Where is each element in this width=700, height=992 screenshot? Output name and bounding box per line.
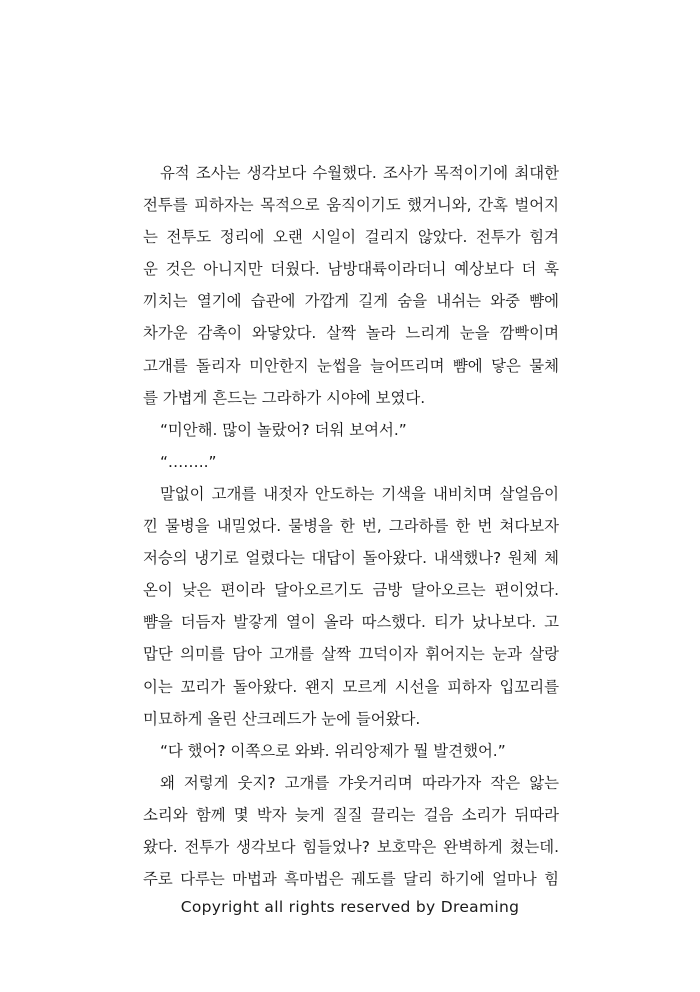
text-line: 를 가볍게 흔드는 그라하가 시야에 보였다. [143,388,426,407]
text-line: 유적 조사는 생각보다 수월했다. 조사가 목적이기에 최대한 [159,164,559,182]
text-line: 왜 저렇게 웃지? 고개를 갸웃거리며 따라가자 작은 앓는 [159,773,559,792]
dialogue-line: “다 했어? 이쪽으로 와봐. 위리앙제가 뭘 발견했어.” [159,741,506,760]
text-line: 미묘하게 올린 산크레드가 눈에 들어왔다. [143,709,421,728]
text-line: 온이 낮은 편이라 달아오르기도 금방 달아오르는 편이었다. [143,581,559,600]
text-line: 왔다. 전투가 생각보다 힘들었나? 보호막은 완벽하게 쳤는데. [143,837,559,856]
story-text [143,157,559,895]
text-line: 주로 다루는 마법과 흑마법은 궤도를 달리 하기에 얼마나 힘 [143,870,559,889]
text-line: 말없이 고개를 내젓자 안도하는 기색을 내비치며 살얼음이 [159,484,559,503]
text-line: 차가운 감촉이 와닿았다. 살짝 놀라 느리게 눈을 깜빡이며 [143,324,559,343]
text-line: 고개를 돌리자 미안한지 눈썹을 늘어뜨리며 뺨에 닿은 물체 [143,356,559,375]
text-line: 운 것은 아니지만 더웠다. 남방대륙이라더니 예상보다 더 훅 [143,260,559,279]
copyright-footer: Copyright all rights reserved by Dreaming [180,898,520,916]
dialogue-line: “미안해. 많이 놀랐어? 더워 보여서.” [159,420,407,439]
text-line: 뺨을 더듬자 발갛게 열이 올라 따스했다. 티가 났나보다. 고 [143,613,559,632]
dialogue-line: “……..” [159,452,217,471]
text-line: 낀 물병을 내밀었다. 물병을 한 번, 그라하를 한 번 쳐다보자 [143,517,559,536]
text-line: 끼치는 열기에 습관에 가깝게 길게 숨을 내쉬는 와중 뺨에 [143,292,559,311]
text-line: 저승의 냉기로 얼렸다는 대답이 돌아왔다. 내색했나? 원체 체 [143,549,559,568]
text-line: 이는 꼬리가 돌아왔다. 왠지 모르게 시선을 피하자 입꼬리를 [143,677,559,696]
text-line: 맙단 의미를 담아 고개를 살짝 끄덕이자 휘어지는 눈과 살랑 [143,645,559,664]
text-line: 소리와 함께 몇 박자 늦게 질질 끌리는 걸음 소리가 뒤따라 [143,805,559,824]
text-line: 전투를 피하자는 목적으로 움직이기도 했거니와, 간혹 벌어지 [143,196,559,215]
text-line: 는 전투도 정리에 오랜 시일이 걸리지 않았다. 전투가 힘겨 [143,228,559,247]
